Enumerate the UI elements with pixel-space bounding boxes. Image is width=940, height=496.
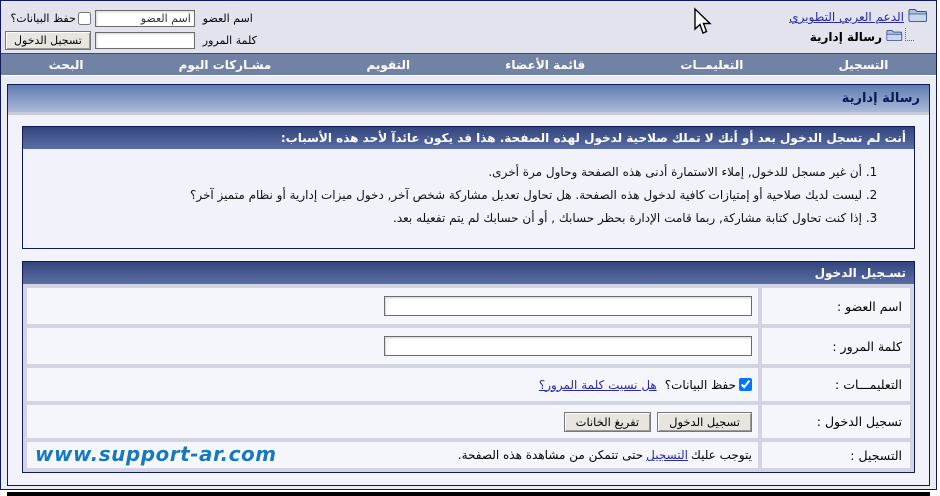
alert-reasons-list [33, 163, 884, 228]
quick-remember-checkbox[interactable] [78, 12, 91, 25]
breadcrumb-root-link[interactable]: الدعم العربي التطويري [789, 10, 904, 24]
nav-item-search[interactable]: البحث [48, 57, 84, 72]
panel-title: رسالة إدارية [8, 85, 929, 112]
folder-icon [908, 8, 928, 26]
login-field-label: تسجيل الدخول : [762, 405, 910, 438]
username-row [27, 288, 910, 324]
username-input[interactable] [384, 296, 752, 316]
register-link[interactable]: التسجيل [646, 448, 688, 462]
instructions-row [27, 368, 910, 401]
password-input[interactable] [384, 336, 752, 356]
register-row [27, 442, 910, 468]
nav-bar [1, 54, 936, 76]
quick-password-input[interactable] [95, 32, 195, 49]
nav-item-todays-posts[interactable]: مشـاركات اليوم [178, 57, 272, 72]
login-panel-title: تسـجيل الدخول [23, 262, 914, 284]
quick-username-input[interactable] [95, 10, 195, 27]
remember-checkbox[interactable] [739, 378, 752, 391]
password-field-label: كلمة المرور : [762, 328, 910, 364]
register-text-before: يتوجب عليك [690, 448, 752, 462]
alert-reason-item: 3. إذا كنت تحاول كتابة مشاركة, ربما قامت الإدارة بحظر حسابك , أو أن حسابك لم يتم تفعيله بعد. [33, 209, 862, 228]
breadcrumb [789, 1, 936, 53]
alert-body [23, 149, 914, 248]
alert-header: أنت لم تسجل الدخول بعد أو أنك لا تملك صلاحية لدخول لهذه الصفحة. هذا قد يكون عائدآ لأحد هذه الأسباب: [23, 127, 914, 149]
nav-item-calendar[interactable]: التقويم [366, 57, 411, 72]
breadcrumb-current-row [789, 27, 914, 47]
not-logged-in-alert [22, 126, 915, 249]
login-buttons-cell [27, 405, 758, 438]
register-field-label: التسجيل : [762, 442, 910, 468]
quick-username-label: اسم العضو [202, 12, 253, 25]
register-text-after: حتى تتمكن من مشاهدة هذه الصفحة. [457, 448, 644, 462]
username-cell [27, 288, 758, 324]
admin-message-panel [7, 84, 930, 486]
quick-login-button[interactable]: تسجيل الدخول [5, 31, 91, 50]
password-row [27, 328, 910, 364]
panel-body [8, 112, 929, 485]
alert-reason-item: 1. أن غير مسجل للدخول, إملاء الاستمارة أدنى هذه الصفحة وحاول مرة أخرى. [33, 163, 862, 182]
login-buttons-row [27, 405, 910, 438]
nav-item-members-list[interactable]: قائمة الأعضاء [505, 57, 586, 72]
instructions-cell [27, 368, 758, 401]
bottom-divider [7, 492, 930, 496]
instructions-field-label: التعليمـــات : [762, 368, 910, 401]
forgot-password-link[interactable]: هل نسيت كلمة المرور؟ [538, 377, 657, 392]
login-panel [22, 261, 915, 473]
quick-password-label: كلمة المرور [202, 34, 257, 47]
login-form [23, 284, 914, 472]
watermark: www.support-ar.com [35, 442, 277, 467]
username-field-label: اسم العضو : [762, 288, 910, 324]
mouse-cursor-icon [691, 7, 713, 39]
nav-item-help[interactable]: التعليمــات [680, 57, 744, 72]
spacer [22, 249, 915, 261]
quick-remember-label: حفظ البيانات؟ [10, 12, 76, 25]
login-submit-button[interactable]: تسجيل الدخول [657, 412, 752, 432]
alert-reason-item: 2. ليست لديك صلاحية أو إمتيازات كافية لدخول هذه الصفحة. هل تحاول تعديل مشاركة شخص آخر, دخول ميزات إدارية أو نظام متميز آخر؟ [33, 186, 862, 205]
quick-remember-group [5, 12, 91, 25]
top-bar [1, 1, 936, 54]
quick-login-form [1, 1, 259, 53]
folder-icon [886, 29, 903, 45]
main-content [1, 76, 936, 496]
password-cell [27, 328, 758, 364]
tree-connector [905, 28, 914, 41]
nav-item-register[interactable]: التسجيل [838, 57, 889, 72]
register-cell [27, 442, 758, 468]
reset-fields-button[interactable]: تفريغ الخانات [564, 412, 652, 432]
remember-label: حفظ البيانات؟ [664, 377, 736, 392]
page-title-breadcrumb: رسالة إدارية [809, 30, 882, 44]
breadcrumb-root-row [789, 7, 928, 27]
